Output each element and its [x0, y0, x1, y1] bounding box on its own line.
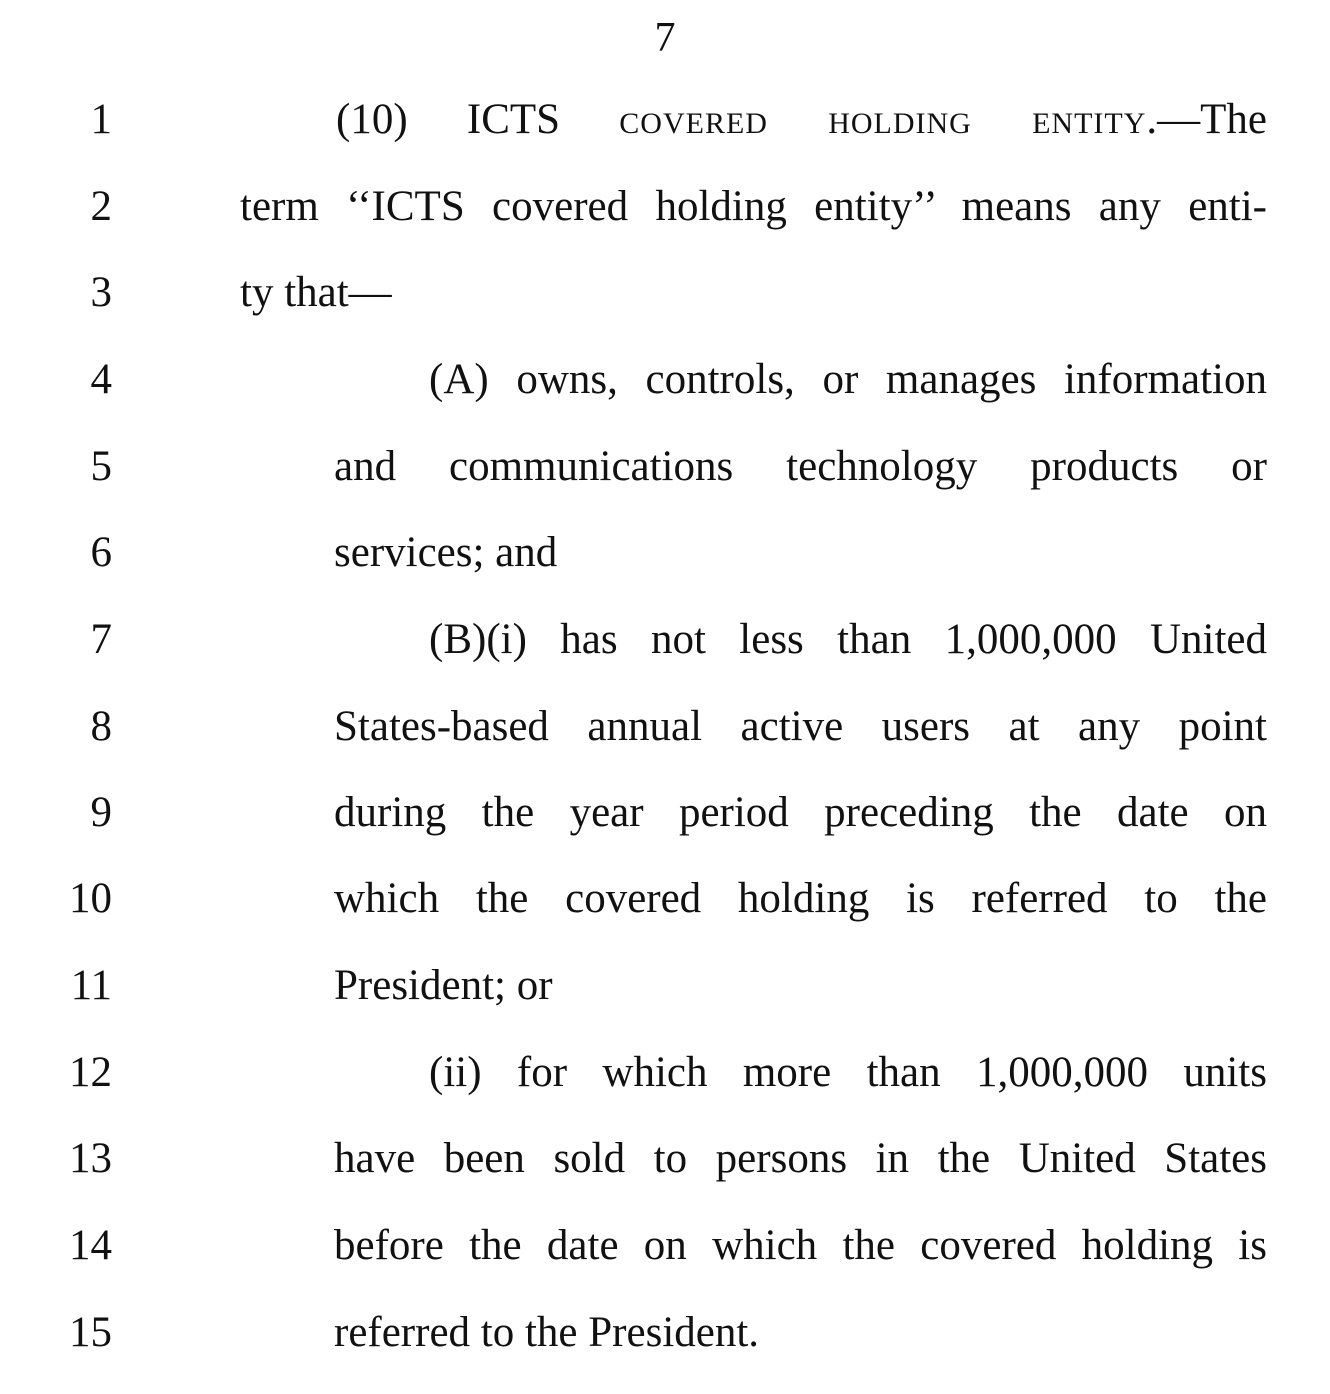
- line-text: which the covered holding is referred to the: [334, 875, 1267, 922]
- line-3: [0, 263, 1330, 323]
- line-number: 4: [90, 356, 112, 403]
- line-number: 11: [70, 962, 112, 1009]
- line-number: 8: [90, 703, 112, 750]
- line-11: [0, 956, 1330, 1016]
- paragraph-designation: (10) ICTS: [336, 96, 620, 143]
- line-number: 6: [90, 529, 112, 576]
- line-number: 13: [69, 1135, 112, 1182]
- line-number: 10: [69, 875, 112, 922]
- heading-dash: .—The: [1146, 96, 1267, 143]
- line-number: 12: [69, 1049, 112, 1096]
- line-text: ty that—: [240, 269, 392, 316]
- line-5: [0, 437, 1330, 497]
- line-8: [0, 697, 1330, 757]
- line-1: [0, 90, 1330, 150]
- line-number: 3: [90, 269, 112, 316]
- line-9: [0, 783, 1330, 843]
- line-14: [0, 1216, 1330, 1276]
- line-text: have been sold to persons in the United States: [334, 1135, 1267, 1182]
- line-number: 1: [90, 96, 112, 143]
- line-12: [0, 1043, 1330, 1103]
- line-text: services; and: [334, 529, 558, 576]
- line-text: and communications technology products or: [334, 443, 1267, 490]
- line-text: States-based annual active users at any point: [334, 703, 1267, 750]
- line-text: term ‘‘ICTS covered holding entity’’ means any enti-: [240, 183, 1267, 230]
- line-15: [0, 1303, 1330, 1363]
- line-number: 5: [90, 443, 112, 490]
- line-text: referred to the President.: [334, 1309, 760, 1356]
- line-13: [0, 1129, 1330, 1189]
- line-number: 14: [69, 1222, 112, 1269]
- line-10: [0, 869, 1330, 929]
- line-text: (A) owns, controls, or manages information: [429, 356, 1267, 403]
- line-text: during the year period preceding the date on: [334, 789, 1267, 836]
- line-4: [0, 350, 1330, 410]
- line-number: 9: [90, 789, 112, 836]
- line-text: (B)(i) has not less than 1,000,000 United: [429, 616, 1267, 663]
- page-number: 7: [654, 15, 676, 61]
- line-number: 15: [69, 1309, 112, 1356]
- line-number: 2: [90, 183, 112, 230]
- line-text: President; or: [334, 962, 553, 1009]
- line-number: 7: [90, 616, 112, 663]
- line-7: [0, 610, 1330, 670]
- line-6: [0, 523, 1330, 583]
- line-2: [0, 177, 1330, 237]
- line-text: before the date on which the covered holding is: [334, 1222, 1267, 1269]
- line-text: (ii) for which more than 1,000,000 units: [429, 1049, 1267, 1096]
- defined-term-heading: covered holding entity: [619, 96, 1147, 143]
- line-text: [336, 90, 1267, 150]
